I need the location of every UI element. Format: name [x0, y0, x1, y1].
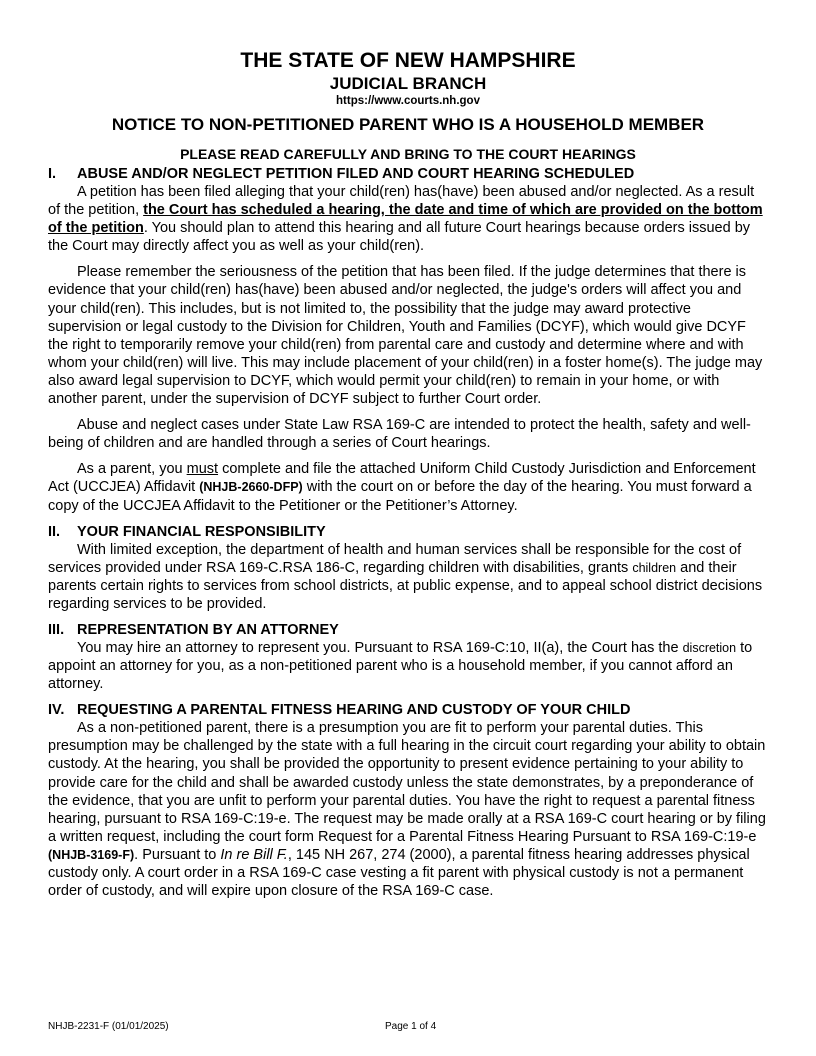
section-1-paragraph-2: Please remember the seriousness of the petition that has been filed. If the judge determines that there is evidence that your child(ren) has(have) been abused and/or neglected, the judge's orders will affect you and your child(ren). This includes, but is not limited to, the possibility that the judge may award protective supervision or legal custody to the Division for Children, Youth and Families (DCYF), which would give DCYF the right to temporarily remove your child(ren) from parental care and custody and determine where and with whom your child(ren) will live. This may include placement of your child(ren) in a foster home(s). The judge may also award legal supervision to DCYF, which would permit your child(ren) to remain in your home, or with another parent, under the supervision of DCYF subject to further Court order. — [48, 264, 763, 408]
section-1 — [48, 165, 768, 515]
section-3 — [48, 621, 768, 693]
section-1-number: I. — [48, 166, 57, 182]
section-3-number: III. — [48, 621, 65, 638]
must-emphasis: must — [186, 461, 219, 478]
case-citation: In re Bill F. — [220, 846, 288, 863]
judicial-branch-title: JUDICIAL BRANCH — [329, 74, 487, 93]
section-2 — [48, 523, 768, 613]
section-3-heading — [48, 621, 768, 639]
section-1-paragraph-1: A petition has been filed alleging that your child(ren) has(have) been abused and/or neglected. As a result of the petition, the Court has scheduled a hearing, the date and time of which are provided on the bottom of the petition. You should plan to attend this hearing and all future Court hearings because orders issued by the Court may directly affect you as well as your child(ren). — [48, 184, 763, 255]
section-2-title: YOUR FINANCIAL RESPONSIBILITY — [77, 523, 326, 540]
section-3-title: REPRESENTATION BY AN ATTORNEY — [77, 621, 339, 638]
section-1-heading — [48, 165, 768, 183]
section-2-heading — [48, 523, 768, 541]
document-page — [48, 48, 768, 900]
section-2-number: II. — [48, 523, 61, 540]
instruction-heading: PLEASE READ CAREFULLY AND BRING TO THE COURT HEARINGS — [180, 146, 636, 162]
section-4-title: REQUESTING A PARENTAL FITNESS HEARING AND CUSTODY OF YOUR CHILD — [77, 702, 631, 719]
courts-url: https://www.courts.nh.gov — [336, 95, 480, 107]
page-number: Page 1 of 4 — [385, 1021, 437, 1032]
section-1-title: ABUSE AND/OR NEGLECT PETITION FILED AND COURT HEARING SCHEDULED — [77, 166, 635, 182]
form-title: NOTICE TO NON-PETITIONED PARENT WHO IS A HOUSEHOLD MEMBER — [111, 115, 705, 134]
section-2-paragraph-1: With limited exception, the department of health and human services shall be responsible for the cost of services provided under RSA 169-C.RSA 186-C, regarding children with disabilities, grants children and their parents certain rights to services from school districts, at public expense, and to appeal school district decisions regarding services to be provided. — [48, 541, 763, 612]
section-4-paragraph-1: As a non-petitioned parent, there is a presumption you are fit to perform your parental duties. This presumption may be challenged by the state with a full hearing in the circuit court regarding your ability to obtain custody. At the hearing, you shall be provided the opportunity to present evidence pertaining to your ability to provide care for the child and shall be awarded custody unless the state demonstrates, by a preponderance of the evidence, that you are unfit to perform your parental duties. You have the right to request a parental fitness hearing, pursuant to RSA 169-C:19-e. The request may be made orally at a RSA 169-C court hearing or by filing a written request, including the court form Request for a Parental Fitness Hearing Pursuant to RSA 169-C:19-e (NHJB-3169-F). Pursuant to In re Bill F., 145 NH 267, 274 (2000), a parental fitness hearing addresses physical custody only. A court order in a RSA 169-C case vesting a fit parent with physical custody is not a permanent order of custody, and will expire upon closure of the RSA 169-C case. — [48, 720, 766, 900]
state-title: THE STATE OF NEW HAMPSHIRE — [240, 49, 576, 72]
section-1-paragraph-4: As a parent, you must complete and file the attached Uniform Child Custody Jurisdiction and Enforcement Act (UCCJEA) Affidavit (NHJB-2660-DFP) with the court on or before the day of the hearing. You must forward a copy of the UCCJEA Affidavit to the Petitioner or the Petitioner’s Attorney. — [48, 461, 756, 514]
form-number: NHJB-2231-F (01/01/2025) — [48, 1021, 169, 1032]
section-3-paragraph-1: You may hire an attorney to represent you. Pursuant to RSA 169-C:10, II(a), the Court has the discretion to appoint an attorney for you, as a non-petitioned parent who is a household member, if you cannot afford an attorney. — [48, 639, 753, 693]
uccjea-form-number: (NHJB-2660-DFP) — [199, 480, 303, 495]
hearing-notice-emphasis: the Court has scheduled a hearing, the date and time of which are provided on the bottom of the petition — [48, 202, 763, 237]
section-4-heading — [48, 701, 768, 719]
section-1-paragraph-3: Abuse and neglect cases under State Law RSA 169-C are intended to protect the health, safety and well-being of children and are handled through a series of Court hearings. — [48, 417, 751, 452]
fitness-form-number: (NHJB-3169-F) — [48, 847, 135, 862]
section-4 — [48, 701, 768, 900]
section-4-number: IV. — [48, 702, 65, 719]
